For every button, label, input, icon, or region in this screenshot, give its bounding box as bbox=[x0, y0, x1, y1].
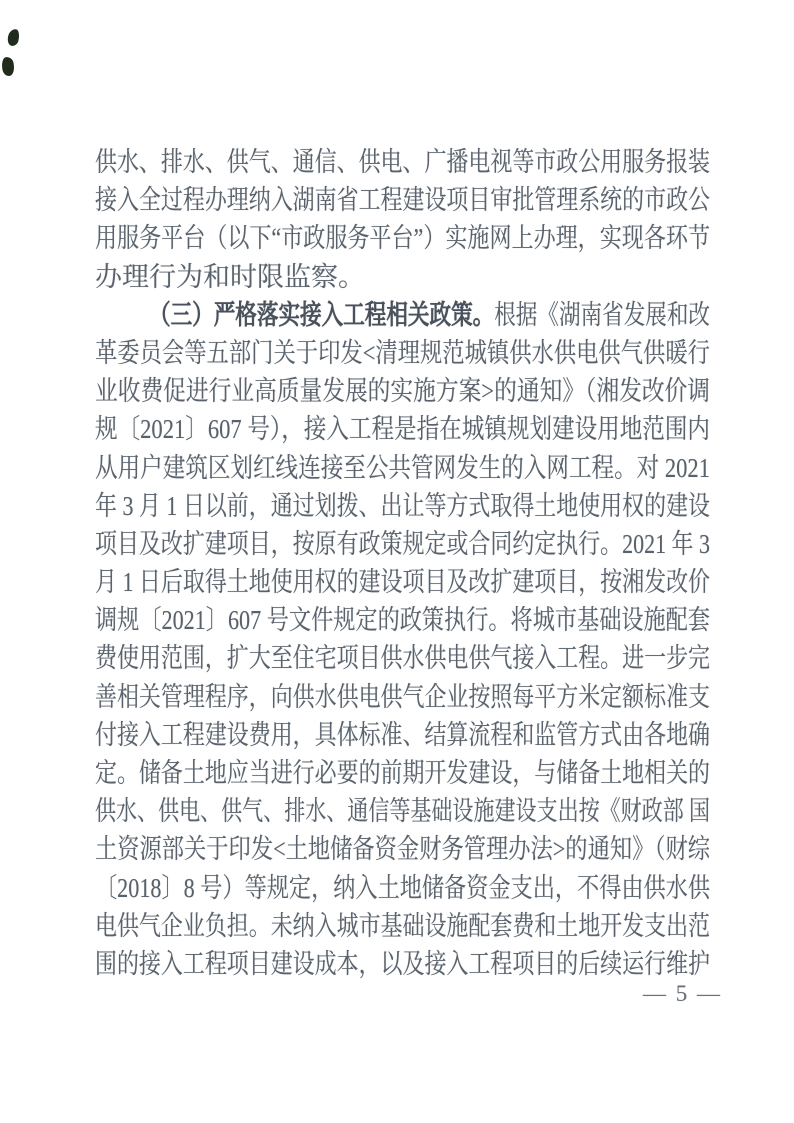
document-line-text: 调规〔2021〕607 号文件规定的政策执行。将城市基础设施配套 bbox=[95, 605, 710, 636]
document-line-text: 接入全过程办理纳入湖南省工程建设项目审批管理系统的市政公 bbox=[95, 185, 710, 216]
document-line-text: 围的接入工程项目建设成本，以及接入工程项目的后续运行维护 bbox=[95, 948, 710, 979]
document-line bbox=[95, 601, 710, 639]
document-line bbox=[95, 869, 710, 907]
document-line bbox=[95, 181, 710, 219]
document-line bbox=[95, 830, 710, 868]
document-line bbox=[95, 754, 710, 792]
document-line-text: 规〔2021〕607 号），接入工程是指在城镇规划建设用地范围内 bbox=[95, 414, 710, 445]
document-line bbox=[95, 563, 710, 601]
document-line-text: 供水、供电、供气、排水、通信等基础设施建设支出按《财政部 国 bbox=[95, 796, 710, 827]
document-line bbox=[95, 487, 710, 525]
document-line bbox=[95, 907, 710, 945]
document-line-text: 项目及改扩建项目，按原有政策规定或合同约定执行。2021 年 3 bbox=[95, 528, 710, 559]
document-line bbox=[95, 334, 710, 372]
document-line-rest: 根据《湖南省发展和改 bbox=[494, 299, 710, 330]
document-line-text: 办理行为和时限监察。 bbox=[95, 261, 365, 292]
document-line-text: 月 1 日后取得土地使用权的建设项目及改扩建项目，按湘发改价 bbox=[95, 567, 710, 598]
document-line bbox=[95, 792, 710, 830]
document-line-text: 电供气企业负担。未纳入城市基础设施配套费和土地开发支出范 bbox=[95, 910, 710, 941]
document-line-text: 付接入工程建设费用，具体标准、结算流程和监管方式由各地确 bbox=[95, 719, 710, 750]
scan-ink-speck bbox=[6, 28, 20, 47]
document-line-text: 土资源部关于印发<土地储备资金财务管理办法>的通知》（财综 bbox=[95, 834, 710, 865]
document-line-text: 供水、排水、供气、通信、供电、广播电视等市政公用服务报装 bbox=[95, 147, 710, 177]
document-line bbox=[95, 525, 710, 563]
document-line bbox=[95, 410, 710, 448]
document-line-text: 用服务平台（以下“市政服务平台”）实施网上办理，实现各环节 bbox=[95, 223, 710, 254]
document-line bbox=[95, 143, 710, 181]
section-heading: （三）严格落实接入工程相关政策。 bbox=[149, 299, 495, 330]
text-block bbox=[95, 143, 710, 983]
document-line-text: 年 3 月 1 日以前，通过划拨、出让等方式取得土地使用权的建设 bbox=[95, 490, 710, 521]
document-line bbox=[95, 945, 710, 983]
scan-ink-speck bbox=[1, 56, 16, 77]
document-line bbox=[95, 639, 710, 677]
document-line bbox=[95, 219, 710, 257]
document-line bbox=[95, 372, 710, 410]
document-line-text: 业收费促进行业高质量发展的实施方案>的通知》（湘发改价调 bbox=[95, 376, 710, 407]
document-line bbox=[95, 678, 710, 716]
document-line-text: 〔2018〕8 号）等规定，纳入土地储备资金支出，不得由供水供 bbox=[95, 872, 710, 903]
document-line bbox=[95, 449, 710, 487]
document-line bbox=[95, 296, 710, 334]
document-line-text: 费使用范围，扩大至住宅项目供水供电供气接入工程。进一步完 bbox=[95, 643, 710, 674]
document-line-text: 从用户建筑区划红线连接至公共管网发生的入网工程。对 2021 bbox=[95, 452, 710, 483]
document-line-text bbox=[149, 296, 710, 334]
document-line-text: 革委员会等五部门关于印发<清理规范城镇供水供电供气供暖行 bbox=[95, 337, 710, 368]
document-line-text: 善相关管理程序，向供水供电供气企业按照每平方米定额标准支 bbox=[95, 681, 710, 712]
document-line-text: 定。储备土地应当进行必要的前期开发建设，与储备土地相关的 bbox=[95, 758, 710, 788]
document-line bbox=[95, 258, 710, 296]
page-number: — 5 — bbox=[643, 981, 722, 1006]
document-line bbox=[95, 716, 710, 754]
